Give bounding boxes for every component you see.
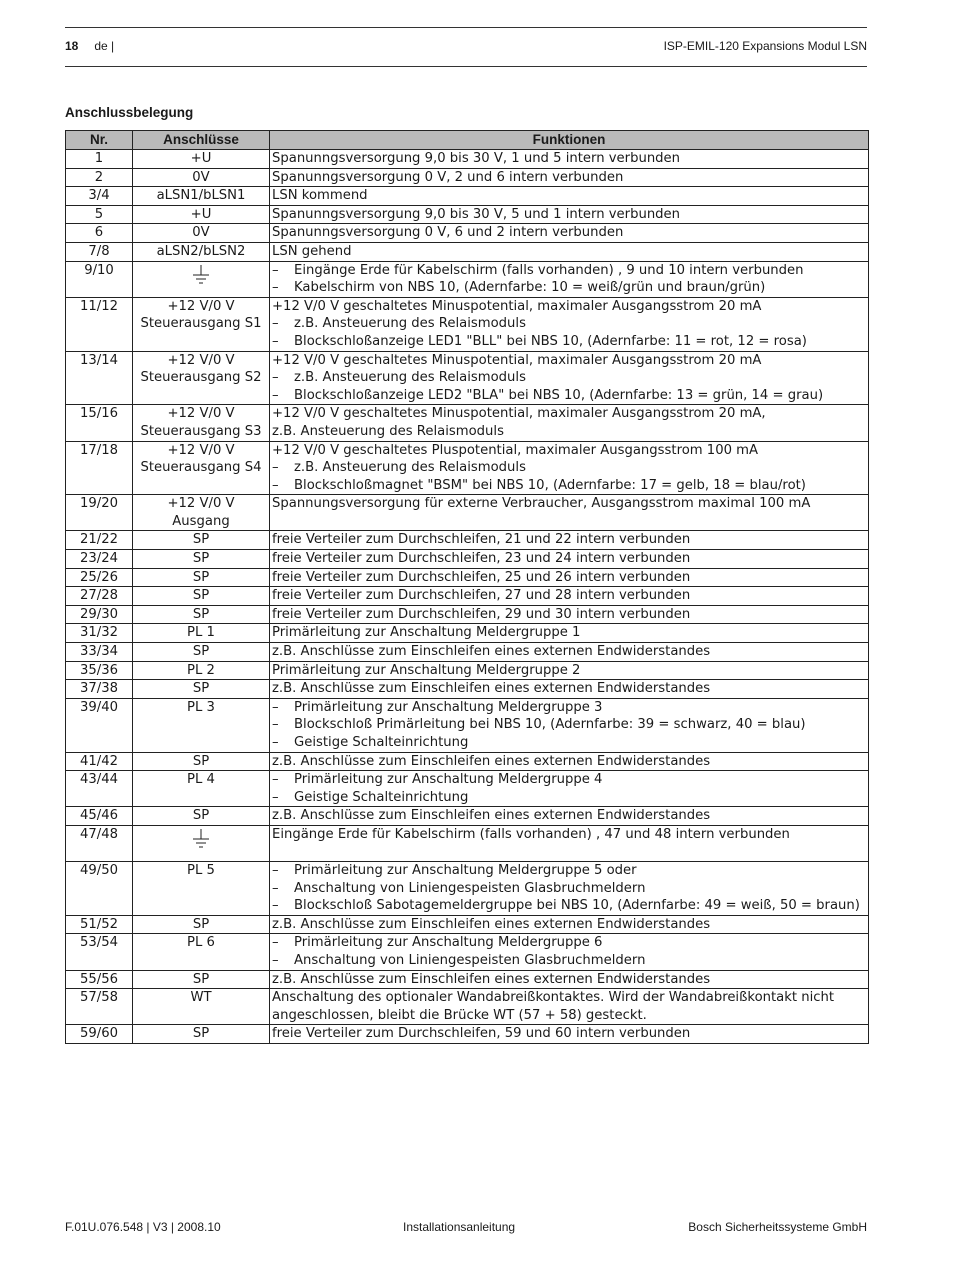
row-connection: PL 6 bbox=[133, 934, 270, 970]
row-function bbox=[270, 224, 869, 243]
row-number: 19/20 bbox=[66, 495, 133, 531]
dash-bullet: – bbox=[272, 935, 279, 951]
table-header-row bbox=[66, 131, 869, 150]
row-function bbox=[270, 605, 869, 624]
row-function bbox=[270, 205, 869, 224]
header-language: de | bbox=[94, 39, 115, 53]
header-rule-bottom bbox=[65, 66, 867, 67]
function-text: z.B. Ansteuerung des Relaismoduls bbox=[272, 423, 504, 439]
function-list-item bbox=[272, 934, 866, 952]
row-function bbox=[270, 680, 869, 699]
table-row bbox=[66, 989, 869, 1025]
table-row bbox=[66, 224, 869, 243]
row-connection: SP bbox=[133, 807, 270, 826]
row-function bbox=[270, 771, 869, 807]
function-text: Eingänge Erde für Kabelschirm (falls vorhanden) , 47 und 48 intern verbunden bbox=[272, 826, 790, 842]
function-list-item bbox=[272, 333, 866, 351]
dash-bullet: – bbox=[272, 898, 279, 914]
table-row bbox=[66, 970, 869, 989]
function-item-text: Blockschloßanzeige LED1 "BLL" bei NBS 10, (Adernfarbe: 11 = rot, 12 = rosa) bbox=[294, 333, 807, 349]
table-row bbox=[66, 495, 869, 531]
dash-bullet: – bbox=[272, 460, 279, 476]
table-row bbox=[66, 698, 869, 752]
dash-bullet: – bbox=[272, 952, 279, 968]
row-connection: SP bbox=[133, 1025, 270, 1044]
table-row bbox=[66, 605, 869, 624]
row-connection: +12 V/0 V Steuerausgang S1 bbox=[133, 297, 270, 351]
row-function bbox=[270, 752, 869, 771]
function-text: LSN kommend bbox=[272, 188, 368, 204]
row-number: 11/12 bbox=[66, 297, 133, 351]
row-number: 9/10 bbox=[66, 261, 133, 297]
function-text: freie Verteiler zum Durchschleifen, 21 und 22 intern verbunden bbox=[272, 532, 691, 548]
row-function bbox=[270, 150, 869, 169]
row-function bbox=[270, 405, 869, 441]
function-text: Primärleitung zur Anschaltung Meldergruppe 2 bbox=[272, 662, 581, 678]
function-text: Anschaltung des optionaler Wandabreißkontaktes. Wird der Wandabreißkontakt nicht angeschlossen, bleibt die Brücke WT (57 + 58) gesteckt. bbox=[272, 990, 835, 1023]
row-connection: PL 5 bbox=[133, 861, 270, 915]
table-row bbox=[66, 680, 869, 699]
function-text: Spanunngsversorgung 0 V, 2 und 6 intern verbunden bbox=[272, 169, 624, 185]
row-function bbox=[270, 1025, 869, 1044]
function-item-text: Primärleitung zur Anschaltung Meldergruppe 5 oder bbox=[294, 862, 637, 878]
function-text: freie Verteiler zum Durchschleifen, 23 und 24 intern verbunden bbox=[272, 551, 691, 567]
function-text: freie Verteiler zum Durchschleifen, 29 und 30 intern verbunden bbox=[272, 606, 691, 622]
dash-bullet: – bbox=[272, 772, 279, 788]
row-number: 3/4 bbox=[66, 187, 133, 206]
row-connection: +12 V/0 V Steuerausgang S4 bbox=[133, 441, 270, 495]
document-title: ISP-EMIL-120 Expansions Modul LSN bbox=[663, 39, 867, 53]
function-item-text: Geistige Schalteinrichtung bbox=[294, 735, 469, 750]
row-number: 43/44 bbox=[66, 771, 133, 807]
row-function bbox=[270, 825, 869, 861]
row-connection: WT bbox=[133, 989, 270, 1025]
row-function bbox=[270, 568, 869, 587]
dash-bullet: – bbox=[272, 370, 279, 386]
function-list-item bbox=[272, 952, 866, 970]
function-text: z.B. Anschlüsse zum Einschleifen eines externen Endwiderstandes bbox=[272, 644, 711, 660]
table-row bbox=[66, 405, 869, 441]
table-row bbox=[66, 934, 869, 970]
dash-bullet: – bbox=[272, 789, 279, 805]
dash-bullet: – bbox=[272, 477, 279, 493]
row-number: 21/22 bbox=[66, 531, 133, 550]
table-row bbox=[66, 168, 869, 187]
row-number: 5 bbox=[66, 205, 133, 224]
row-connection: PL 1 bbox=[133, 624, 270, 643]
row-connection: aLSN1/bLSN1 bbox=[133, 187, 270, 206]
function-list-item bbox=[272, 477, 866, 495]
column-header-functions: Funktionen bbox=[270, 131, 869, 150]
table-row bbox=[66, 550, 869, 569]
function-item-text: Blockschloß Sabotagemeldergruppe bei NBS 10, (Adernfarbe: 49 = weiß, 50 = braun) bbox=[294, 898, 860, 914]
footer-document-number: F.01U.076.548 | V3 | 2008.10 bbox=[65, 1220, 221, 1234]
table-row bbox=[66, 242, 869, 261]
function-text: z.B. Anschlüsse zum Einschleifen eines externen Endwiderstandes bbox=[272, 808, 711, 824]
function-item-text: Geistige Schalteinrichtung bbox=[294, 789, 469, 805]
dash-bullet: – bbox=[272, 880, 279, 896]
function-list-item bbox=[272, 716, 866, 734]
dash-bullet: – bbox=[272, 333, 279, 349]
dash-bullet: – bbox=[272, 717, 279, 733]
row-connection: SP bbox=[133, 531, 270, 550]
function-text: +12 V/0 V geschaltetes Minuspotential, maximaler Ausgangsstrom 20 mA bbox=[272, 298, 762, 314]
row-number: 29/30 bbox=[66, 605, 133, 624]
row-connection: SP bbox=[133, 605, 270, 624]
table-row bbox=[66, 807, 869, 826]
function-item-text: Primärleitung zur Anschaltung Meldergruppe 6 bbox=[294, 935, 603, 951]
function-text: z.B. Anschlüsse zum Einschleifen eines externen Endwiderstandes bbox=[272, 916, 711, 932]
function-list-item bbox=[272, 880, 866, 898]
function-text: Spanunngsversorgung 0 V, 6 und 2 intern verbunden bbox=[272, 225, 624, 241]
row-number: 6 bbox=[66, 224, 133, 243]
function-text: freie Verteiler zum Durchschleifen, 25 und 26 intern verbunden bbox=[272, 569, 691, 585]
table-row bbox=[66, 661, 869, 680]
row-connection: aLSN2/bLSN2 bbox=[133, 242, 270, 261]
section-title: Anschlussbelegung bbox=[65, 105, 194, 120]
table-row bbox=[66, 752, 869, 771]
column-header-connections: Anschlüsse bbox=[133, 131, 270, 150]
dash-bullet: – bbox=[272, 316, 279, 332]
row-function bbox=[270, 168, 869, 187]
row-function bbox=[270, 807, 869, 826]
row-connection: 0V bbox=[133, 168, 270, 187]
function-list-item bbox=[272, 789, 866, 807]
row-number: 7/8 bbox=[66, 242, 133, 261]
table-row bbox=[66, 150, 869, 169]
row-connection: SP bbox=[133, 915, 270, 934]
row-function bbox=[270, 531, 869, 550]
row-function bbox=[270, 989, 869, 1025]
row-function bbox=[270, 441, 869, 495]
function-text: +12 V/0 V geschaltetes Minuspotential, maximaler Ausgangsstrom 20 mA bbox=[272, 352, 762, 368]
row-connection: SP bbox=[133, 752, 270, 771]
row-number: 41/42 bbox=[66, 752, 133, 771]
function-list-item bbox=[272, 315, 866, 333]
row-number: 37/38 bbox=[66, 680, 133, 699]
row-number: 59/60 bbox=[66, 1025, 133, 1044]
function-item-text: Anschaltung von Liniengespeisten Glasbruchmeldern bbox=[294, 952, 646, 968]
function-list-item bbox=[272, 771, 866, 789]
table-row bbox=[66, 643, 869, 662]
row-connection: +U bbox=[133, 150, 270, 169]
row-function bbox=[270, 550, 869, 569]
function-item-text: Eingänge Erde für Kabelschirm (falls vorhanden) , 9 und 10 intern verbunden bbox=[294, 262, 804, 278]
function-text: z.B. Anschlüsse zum Einschleifen eines externen Endwiderstandes bbox=[272, 681, 711, 697]
row-function bbox=[270, 661, 869, 680]
row-number: 23/24 bbox=[66, 550, 133, 569]
function-text: z.B. Anschlüsse zum Einschleifen eines externen Endwiderstandes bbox=[272, 753, 711, 769]
row-number: 57/58 bbox=[66, 989, 133, 1025]
row-connection: PL 2 bbox=[133, 661, 270, 680]
row-number: 2 bbox=[66, 168, 133, 187]
row-connection: +12 V/0 V Steuerausgang S2 bbox=[133, 351, 270, 405]
footer-document-type: Installationsanleitung bbox=[403, 1220, 516, 1234]
table-row bbox=[66, 531, 869, 550]
row-number: 51/52 bbox=[66, 915, 133, 934]
row-number: 55/56 bbox=[66, 970, 133, 989]
row-connection: 0V bbox=[133, 224, 270, 243]
function-item-text: Kabelschirm von NBS 10, (Adernfarbe: 10 = weiß/grün und braun/grün) bbox=[294, 280, 766, 296]
row-number: 13/14 bbox=[66, 351, 133, 405]
row-number: 49/50 bbox=[66, 861, 133, 915]
ground-icon bbox=[190, 827, 212, 851]
row-number: 27/28 bbox=[66, 587, 133, 606]
function-list-item bbox=[272, 862, 866, 880]
ground-icon bbox=[190, 263, 212, 287]
table-row bbox=[66, 568, 869, 587]
function-text: freie Verteiler zum Durchschleifen, 59 und 60 intern verbunden bbox=[272, 1026, 691, 1042]
row-number: 47/48 bbox=[66, 825, 133, 861]
row-function bbox=[270, 297, 869, 351]
function-text: Spannungsversorgung für externe Verbraucher, Ausgangsstrom maximal 100 mA bbox=[272, 496, 811, 512]
table-row bbox=[66, 861, 869, 915]
row-connection: SP bbox=[133, 550, 270, 569]
row-connection: PL 4 bbox=[133, 771, 270, 807]
function-text: +12 V/0 V geschaltetes Minuspotential, maximaler Ausgangsstrom 20 mA, bbox=[272, 406, 766, 422]
table-row bbox=[66, 351, 869, 405]
row-connection bbox=[133, 261, 270, 297]
function-list-item bbox=[272, 387, 866, 405]
function-list-item bbox=[272, 459, 866, 477]
row-connection: +12 V/0 V Steuerausgang S3 bbox=[133, 405, 270, 441]
function-item-text: z.B. Ansteuerung des Relaismoduls bbox=[294, 370, 526, 386]
table-row bbox=[66, 297, 869, 351]
function-text: Primärleitung zur Anschaltung Meldergruppe 1 bbox=[272, 625, 581, 641]
function-item-text: Anschaltung von Liniengespeisten Glasbruchmeldern bbox=[294, 880, 646, 896]
function-item-text: z.B. Ansteuerung des Relaismoduls bbox=[294, 460, 526, 476]
row-number: 45/46 bbox=[66, 807, 133, 826]
table-row bbox=[66, 825, 869, 861]
row-function bbox=[270, 587, 869, 606]
table-row bbox=[66, 441, 869, 495]
row-connection: SP bbox=[133, 643, 270, 662]
function-text: +12 V/0 V geschaltetes Pluspotential, maximaler Ausgangsstrom 100 mA bbox=[272, 442, 759, 458]
function-list-item bbox=[272, 279, 866, 297]
row-function bbox=[270, 261, 869, 297]
function-item-text: Primärleitung zur Anschaltung Meldergruppe 3 bbox=[294, 699, 603, 715]
row-function bbox=[270, 187, 869, 206]
row-number: 25/26 bbox=[66, 568, 133, 587]
row-number: 17/18 bbox=[66, 441, 133, 495]
row-connection: SP bbox=[133, 568, 270, 587]
dash-bullet: – bbox=[272, 280, 279, 296]
row-number: 1 bbox=[66, 150, 133, 169]
column-header-nr: Nr. bbox=[66, 131, 133, 150]
function-item-text: Primärleitung zur Anschaltung Meldergruppe 4 bbox=[294, 772, 603, 788]
page-header-left bbox=[65, 39, 114, 53]
table-row bbox=[66, 261, 869, 297]
table-row bbox=[66, 205, 869, 224]
table-row bbox=[66, 187, 869, 206]
row-function bbox=[270, 495, 869, 531]
function-item-text: Blockschloßanzeige LED2 "BLA" bei NBS 10, (Adernfarbe: 13 = grün, 14 = grau) bbox=[294, 387, 824, 403]
function-list-item bbox=[272, 897, 866, 915]
table-row bbox=[66, 1025, 869, 1044]
page-number: 18 bbox=[65, 39, 79, 53]
header-rule-top bbox=[65, 27, 867, 28]
row-number: 15/16 bbox=[66, 405, 133, 441]
row-number: 31/32 bbox=[66, 624, 133, 643]
row-function bbox=[270, 915, 869, 934]
table-body bbox=[66, 150, 869, 1044]
footer-company: Bosch Sicherheitssysteme GmbH bbox=[688, 1220, 867, 1234]
function-list-item bbox=[272, 699, 866, 717]
function-list-item bbox=[272, 734, 866, 752]
dash-bullet: – bbox=[272, 262, 279, 278]
row-number: 53/54 bbox=[66, 934, 133, 970]
pin-assignment-table bbox=[65, 130, 869, 1044]
table-row bbox=[66, 587, 869, 606]
dash-bullet: – bbox=[272, 735, 279, 750]
dash-bullet: – bbox=[272, 862, 279, 878]
row-number: 33/34 bbox=[66, 643, 133, 662]
row-connection: SP bbox=[133, 680, 270, 699]
row-connection bbox=[133, 825, 270, 861]
dash-bullet: – bbox=[272, 699, 279, 715]
table-row bbox=[66, 624, 869, 643]
row-connection: +12 V/0 V Ausgang bbox=[133, 495, 270, 531]
function-item-text: Blockschloßmagnet "BSM" bei NBS 10, (Adernfarbe: 17 = gelb, 18 = blau/rot) bbox=[294, 477, 806, 493]
function-text: Spanunngsversorgung 9,0 bis 30 V, 5 und 1 intern verbunden bbox=[272, 206, 681, 222]
function-item-text: z.B. Ansteuerung des Relaismoduls bbox=[294, 316, 526, 332]
row-connection: PL 3 bbox=[133, 698, 270, 752]
row-number: 35/36 bbox=[66, 661, 133, 680]
function-text: Spanunngsversorgung 9,0 bis 30 V, 1 und 5 intern verbunden bbox=[272, 151, 681, 166]
function-text: LSN gehend bbox=[272, 243, 352, 259]
row-function bbox=[270, 624, 869, 643]
function-text: freie Verteiler zum Durchschleifen, 27 und 28 intern verbunden bbox=[272, 588, 691, 604]
function-list-item bbox=[272, 262, 866, 280]
dash-bullet: – bbox=[272, 387, 279, 403]
row-function bbox=[270, 643, 869, 662]
row-connection: SP bbox=[133, 587, 270, 606]
function-list-item bbox=[272, 369, 866, 387]
row-function bbox=[270, 698, 869, 752]
table-row bbox=[66, 771, 869, 807]
row-connection: +U bbox=[133, 205, 270, 224]
row-connection: SP bbox=[133, 970, 270, 989]
table-row bbox=[66, 915, 869, 934]
row-number: 39/40 bbox=[66, 698, 133, 752]
row-function bbox=[270, 351, 869, 405]
row-function bbox=[270, 934, 869, 970]
row-function bbox=[270, 242, 869, 261]
function-item-text: Blockschloß Primärleitung bei NBS 10, (Adernfarbe: 39 = schwarz, 40 = blau) bbox=[294, 717, 806, 733]
function-text: z.B. Anschlüsse zum Einschleifen eines externen Endwiderstandes bbox=[272, 971, 711, 987]
row-function bbox=[270, 970, 869, 989]
row-function bbox=[270, 861, 869, 915]
